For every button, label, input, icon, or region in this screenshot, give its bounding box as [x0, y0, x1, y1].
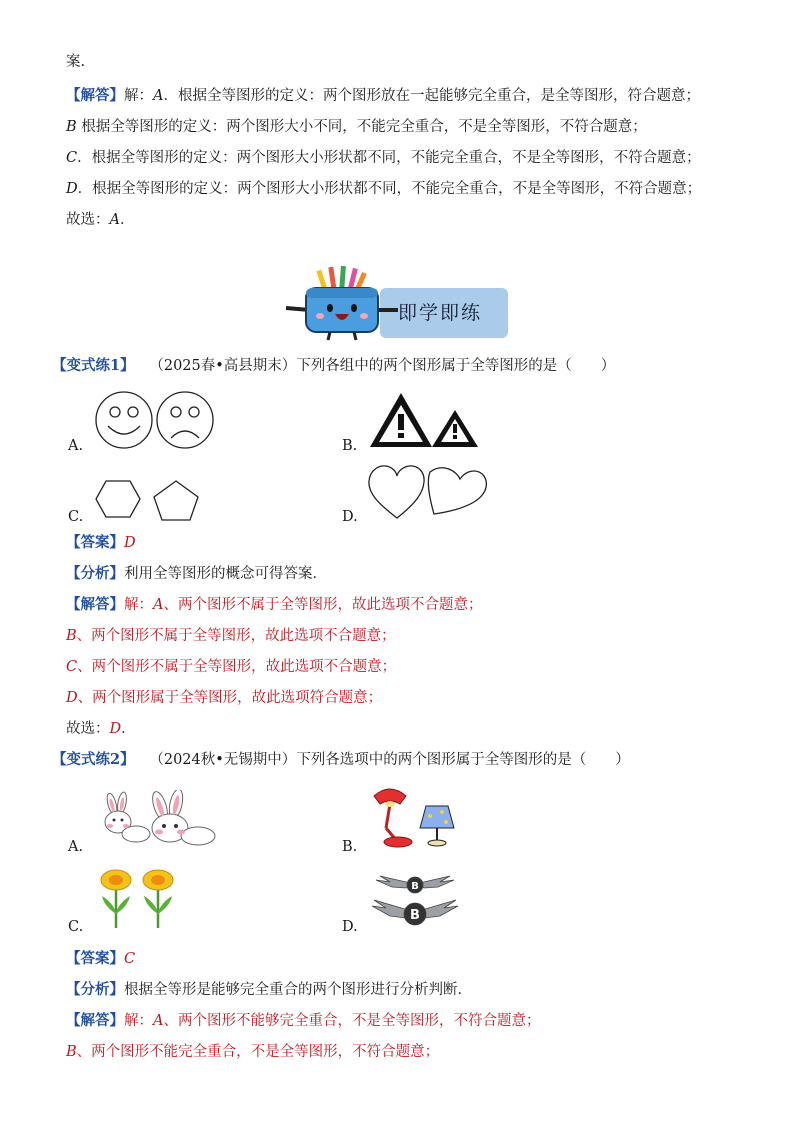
solution-line: D．根据全等图形的定义：两个图形大小形状都不同，不能完全重合，不是全等图形，不符合题意；	[66, 181, 702, 197]
solution-line: B、两个图形不能完全重合，不是全等图形，不符合题意；	[66, 1044, 440, 1060]
solution-line: C、两个图形不属于全等图形，故此选项不合题意；	[66, 659, 397, 675]
solution-label: 【解答】	[66, 1012, 124, 1029]
answer-line	[66, 533, 136, 553]
option-a-label: A.	[68, 839, 84, 855]
solution-line: B 根据全等图形的定义：两个图形大小不同，不能完全重合，不是全等图形，不符合题意；	[66, 119, 647, 135]
option-c-label: C.	[68, 919, 84, 935]
solution-label: 【解答】	[66, 596, 124, 613]
lamps-figure	[368, 782, 460, 850]
flowers-figure	[96, 866, 180, 930]
answer-label: 【答案】	[66, 950, 124, 967]
smiley-faces-figure	[94, 390, 216, 450]
practice-banner	[280, 262, 510, 342]
option-b-label: B.	[342, 839, 358, 855]
solution-line: 【解答】解：A．根据全等图形的定义：两个图形放在一起能够完全重合，是全等图形，符合题意；	[66, 87, 700, 104]
winged-b-logos-figure	[370, 872, 460, 930]
analysis-label: 【分析】	[66, 981, 124, 998]
choose-line: 故选：D．	[66, 721, 136, 737]
banner-title: 即学即练	[398, 302, 483, 324]
option-d-label: D.	[342, 919, 358, 935]
text-line: 案.	[66, 54, 86, 70]
question-1-stem: 【变式练1】 （2025春•高县期末）下列各组中的两个图形属于全等图形的是（ ）	[52, 357, 616, 374]
answer-value: C	[124, 951, 136, 967]
pencil-case-mascot-icon	[280, 262, 400, 342]
option-a-label: A.	[68, 438, 84, 454]
solution-line: C．根据全等图形的定义：两个图形大小形状都不同，不能完全重合，不是全等图形，不符合题意；	[66, 150, 701, 166]
option-d-label: D.	[342, 509, 358, 525]
svg-text:B: B	[410, 908, 420, 923]
choose-line: 故选：A．	[66, 212, 135, 228]
analysis-label: 【分析】	[66, 565, 124, 582]
question-label: 【变式练2】	[52, 751, 135, 768]
analysis-line: 【分析】利用全等图形的概念可得答案．	[66, 565, 327, 582]
answer-value: D	[124, 535, 136, 551]
svg-text:B: B	[411, 881, 419, 892]
hexagon-pentagon-figure	[94, 478, 202, 522]
rabbits-figure	[96, 790, 218, 848]
solution-line: D、两个图形属于全等图形，故此选项符合题意；	[66, 690, 383, 706]
warning-triangles-figure	[368, 390, 480, 450]
question-label: 【变式练1】	[52, 357, 135, 374]
analysis-line: 【分析】根据全等形是能够完全重合的两个图形进行分析判断．	[66, 981, 472, 998]
answer-line	[66, 949, 135, 969]
solution-label: 【解答】	[66, 87, 124, 104]
option-c-label: C.	[68, 509, 84, 525]
solution-line: B、两个图形不属于全等图形，故此选项不合题意；	[66, 628, 396, 644]
option-b-label: B.	[342, 438, 358, 454]
answer-label: 【答案】	[66, 534, 124, 551]
hearts-figure	[366, 462, 488, 524]
solution-line: 【解答】解：A、两个图形不属于全等图形，故此选项不合题意；	[66, 596, 483, 613]
solution-line: 【解答】解：A、两个图形不能够完全重合，不是全等图形，不符合题意；	[66, 1012, 541, 1029]
question-2-stem: 【变式练2】 （2024秋•无锡期中）下列各选项中的两个图形属于全等图形的是（ ）	[52, 751, 630, 768]
